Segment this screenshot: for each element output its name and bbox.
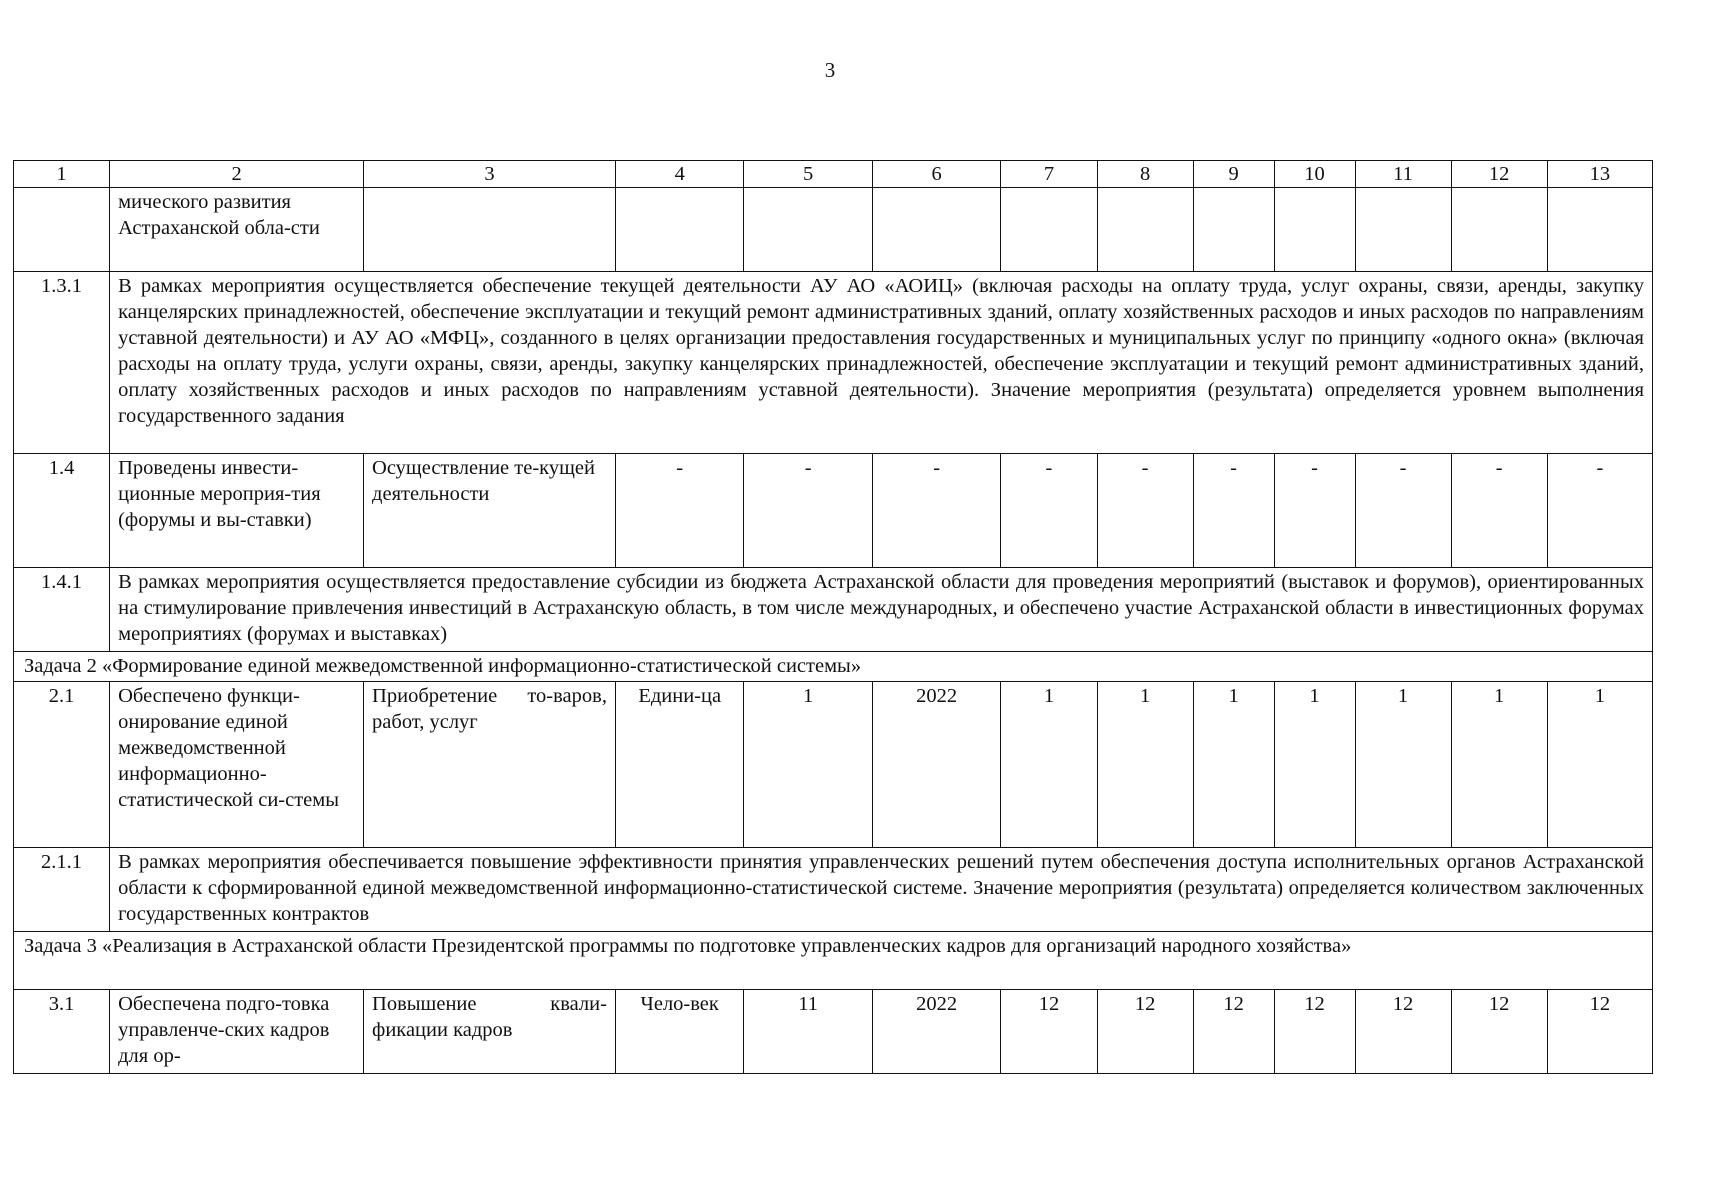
value-cell: - [744, 454, 872, 568]
measure-name: мического развития Астраханской обла-сти [110, 188, 364, 272]
empty-cell [1097, 188, 1193, 272]
value-cell: - [1097, 454, 1193, 568]
header-row [14, 161, 1653, 188]
value-cell: 1 [1547, 682, 1652, 848]
task-heading: Задача 2 «Формирование единой межведомственной информационно-статистической системы» [14, 652, 1653, 682]
row-number: 1.4.1 [14, 568, 110, 652]
empty-cell [1274, 188, 1355, 272]
value-cell: 1 [1097, 682, 1193, 848]
row-number: 3.1 [14, 990, 110, 1074]
header-cell: 11 [1355, 161, 1451, 188]
value-cell: - [615, 454, 743, 568]
header-cell: 12 [1451, 161, 1547, 188]
value-cell: 12 [1001, 990, 1097, 1074]
value-cell: 12 [1451, 990, 1547, 1074]
measure-name: Проведены инвести-ционные мероприя-тия (форумы и вы-ставки) [110, 454, 364, 568]
table-row [14, 848, 1653, 932]
task-row [14, 932, 1653, 990]
value-cell: 1 [1355, 682, 1451, 848]
measure-description: В рамках мероприятия осуществляется обеспечение текущей деятельности АУ АО «АОИЦ» (включая расходы на оплату труда, услуг охраны, связи, аренды, закупку канцелярских принадлежностей, обеспечение эксплуатации и текущий ремонт административных зданий, оплату хозяйственных расходов и иных расходов по направлениям уставной деятельности) и АУ АО «МФЦ», созданного в целях организации предоставления государственных и муниципальных услуг по принципу «одного окна» (включая расходы на оплату труда, услуги охраны, связи, аренды, закупку канцелярских принадлежностей, обеспечение эксплуатации и текущий ремонт административных зданий, оплату хозяйственных расходов и иных расходов по направлениям уставной деятельности). Значение мероприятия (результата) определяется уровнем выполнения государственного задания [110, 272, 1653, 454]
row-number: 2.1.1 [14, 848, 110, 932]
unit-cell: Едини-ца [615, 682, 743, 848]
header-cell: 9 [1193, 161, 1274, 188]
table-row [14, 682, 1653, 848]
header-cell: 3 [364, 161, 616, 188]
row-number: 1.3.1 [14, 272, 110, 454]
header-cell: 1 [14, 161, 110, 188]
value-cell: - [1355, 454, 1451, 568]
header-cell: 7 [1001, 161, 1097, 188]
value-cell: - [1001, 454, 1097, 568]
value-cell: 1 [1274, 682, 1355, 848]
measure-name: Обеспечена подго-товка управленче-ских кадров для ор- [110, 990, 364, 1074]
value-cell: 1 [1451, 682, 1547, 848]
page-number: 3 [824, 58, 836, 82]
measure-description: В рамках мероприятия осуществляется предоставление субсидии из бюджета Астраханской области для проведения мероприятий (выставок и форумов), ориентированных на стимулирование привлечения инвестиций в Астраханскую область, в том числе международных, и обеспечено участие Астраханской области в инвестиционных форумах мероприятиях (форумах и выставках) [110, 568, 1653, 652]
header-cell: 6 [872, 161, 1000, 188]
value-cell: 11 [744, 990, 872, 1074]
value-cell: 1 [1193, 682, 1274, 848]
empty-cell [1001, 188, 1097, 272]
task-heading: Задача 3 «Реализация в Астраханской области Президентской программы по подготовке управленческих кадров для организаций народного хозяйства» [14, 932, 1653, 990]
measures-table [13, 160, 1653, 1074]
empty-cell [744, 188, 872, 272]
empty-cell [615, 188, 743, 272]
header-cell: 10 [1274, 161, 1355, 188]
table-row [14, 454, 1653, 568]
header-cell: 4 [615, 161, 743, 188]
empty-cell [1547, 188, 1652, 272]
unit-cell: Чело-век [615, 990, 743, 1074]
table-row [14, 272, 1653, 454]
year-cell: 2022 [872, 990, 1000, 1074]
table-row [14, 188, 1653, 272]
measure-action: Повышение квали-фикации кадров [364, 990, 616, 1074]
table-row [14, 568, 1653, 652]
row-number: 1.4 [14, 454, 110, 568]
measure-action: Осуществление те-кущей деятельности [364, 454, 616, 568]
year-cell: 2022 [872, 682, 1000, 848]
value-cell: 12 [1097, 990, 1193, 1074]
value-cell: 12 [1355, 990, 1451, 1074]
header-cell: 5 [744, 161, 872, 188]
value-cell: - [872, 454, 1000, 568]
value-cell: - [1451, 454, 1547, 568]
header-cell: 2 [110, 161, 364, 188]
table-row [14, 990, 1653, 1074]
value-cell: 12 [1274, 990, 1355, 1074]
value-cell: 12 [1547, 990, 1652, 1074]
empty-cell [364, 188, 616, 272]
measure-action: Приобретение то-варов, работ, услуг [364, 682, 616, 848]
empty-cell [872, 188, 1000, 272]
value-cell: 1 [1001, 682, 1097, 848]
value-cell: - [1193, 454, 1274, 568]
row-number: 2.1 [14, 682, 110, 848]
measure-description: В рамках мероприятия обеспечивается повышение эффективности принятия управленческих решений путем обеспечения доступа исполнительных органов Астраханской области к сформированной единой межведомственной информационно-статистической системе. Значение мероприятия (результата) определяется количеством заключенных государственных контрактов [110, 848, 1653, 932]
empty-cell [1451, 188, 1547, 272]
header-cell: 13 [1547, 161, 1652, 188]
empty-cell [1355, 188, 1451, 272]
measure-name: Обеспечено функци-онирование единой межведомственной информационно-статистической си-стемы [110, 682, 364, 848]
row-number [14, 188, 110, 272]
value-cell: - [1547, 454, 1652, 568]
value-cell: 12 [1193, 990, 1274, 1074]
value-cell: 1 [744, 682, 872, 848]
empty-cell [1193, 188, 1274, 272]
task-row [14, 652, 1653, 682]
value-cell: - [1274, 454, 1355, 568]
header-cell: 8 [1097, 161, 1193, 188]
